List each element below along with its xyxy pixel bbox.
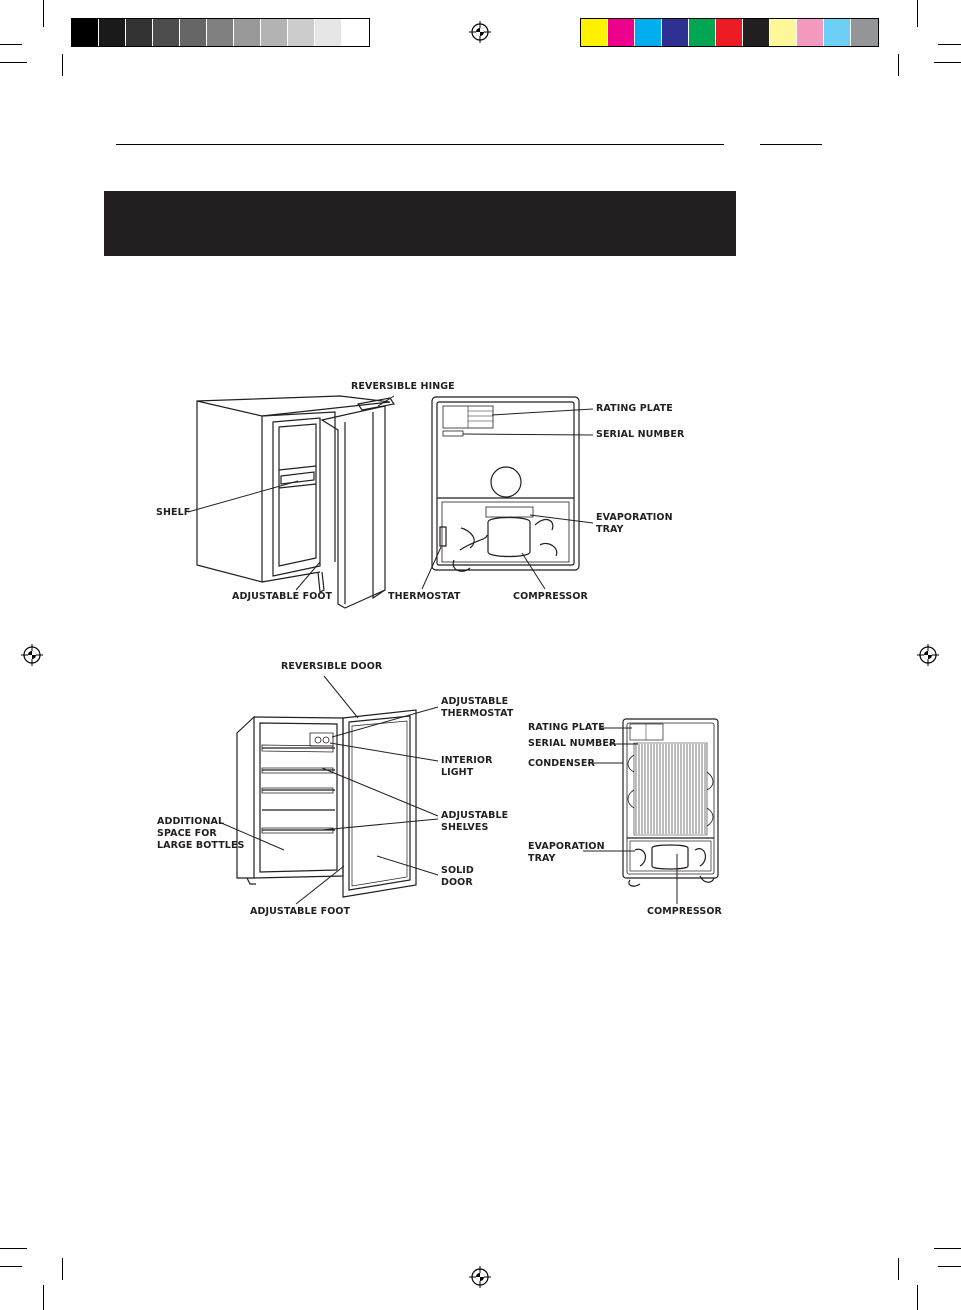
label-additional-space: ADDITIONAL SPACE FOR LARGE BOTTLES (157, 816, 245, 851)
label-evaporation-tray: EVAPORATION TRAY (596, 512, 673, 535)
label-thermostat: THERMOSTAT (388, 591, 461, 602)
label-adjustable-thermostat: ADJUSTABLE THERMOSTAT (441, 696, 514, 719)
beverage-fridge-front-illustration (237, 710, 416, 897)
label-interior-light: INTERIOR LIGHT (441, 755, 493, 778)
label-compressor-2: COMPRESSOR (647, 906, 722, 917)
label-rating-plate: RATING PLATE (596, 403, 673, 414)
figure1-leader-lines (188, 396, 593, 590)
label-condenser: CONDENSER (528, 758, 595, 769)
label-adjustable-shelves: ADJUSTABLE SHELVES (441, 810, 509, 833)
label-serial-number: SERIAL NUMBER (596, 429, 685, 440)
label-reversible-door: REVERSIBLE DOOR (281, 661, 383, 672)
label-rating-plate-2: RATING PLATE (528, 722, 605, 733)
fridge-rear-illustration (432, 397, 579, 571)
label-solid-door: SOLID DOOR (441, 865, 474, 888)
label-shelf: SHELF (156, 507, 191, 518)
label-adjustable-foot-2: ADJUSTABLE FOOT (250, 906, 351, 917)
label-serial-number-2: SERIAL NUMBER (528, 738, 617, 749)
label-adjustable-foot: ADJUSTABLE FOOT (232, 591, 333, 602)
label-compressor: COMPRESSOR (513, 591, 588, 602)
fridge-front-illustration (197, 396, 394, 608)
label-reversible-hinge: REVERSIBLE HINGE (351, 381, 455, 392)
label-evaporation-tray-2: EVAPORATION TRAY (528, 841, 605, 864)
